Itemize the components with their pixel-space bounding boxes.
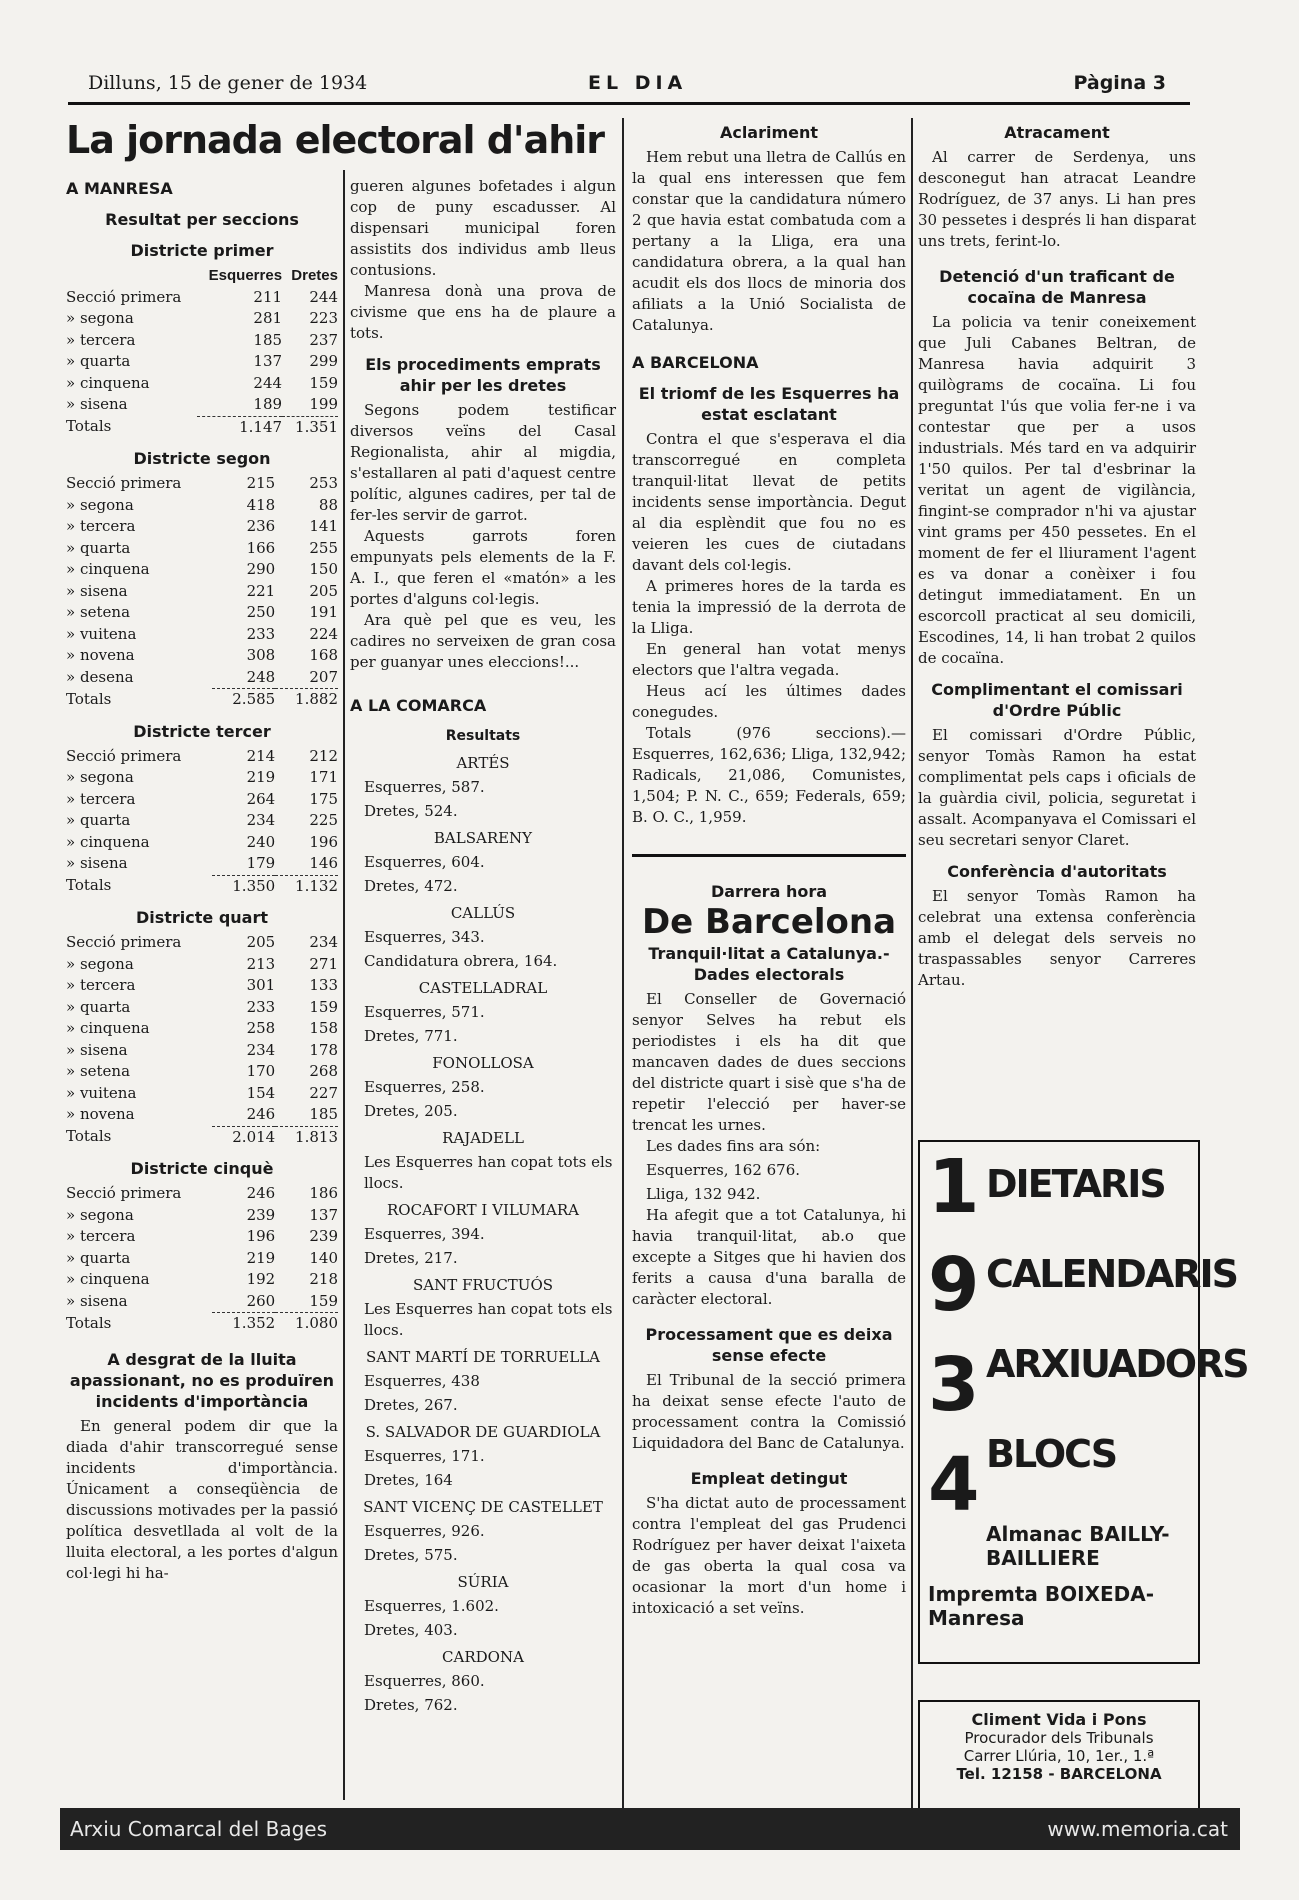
continued-text-2: Manresa donà una prova de civisme que ens ha de plaure a tots. xyxy=(350,282,616,342)
compliment-text: El comissari d'Ordre Públic, senyor Tomàs Ramon ha estat complimentat pels caps i oficials de la guàrdia civil, policia, seguretat i assalt. Acompanyava el Comissari el seu secretari senyor Claret. xyxy=(918,726,1196,849)
section-label: » setena xyxy=(66,603,131,621)
column-two xyxy=(350,176,616,1716)
proces-text: El Tribunal de la secció primera ha deixat sense efecte l'auto de processament contra la Comissió Liquidadora del Banc de Catalunya. xyxy=(632,1371,906,1452)
town-results xyxy=(350,753,616,1716)
section-row xyxy=(66,351,338,373)
section-label: » sisena xyxy=(66,395,128,414)
section-label: » quarta xyxy=(66,352,131,370)
ad-imprenta: Impremta BOIXEDA-Manresa xyxy=(928,1582,1155,1630)
section-row xyxy=(66,975,338,997)
esquerres-value: 244 xyxy=(253,373,283,392)
section-row xyxy=(66,1183,338,1205)
town-result-line: Dretes, 472. xyxy=(364,877,458,895)
section-row xyxy=(66,394,338,416)
town-result-line: Dretes, 524. xyxy=(364,802,458,820)
section-label: » novena xyxy=(66,1105,135,1124)
town-result-line: Esquerres, 1.602. xyxy=(364,1597,499,1615)
section-row xyxy=(66,624,338,646)
conferencia-text: El senyor Tomàs Ramon ha celebrat una extensa conferència amb el delegat dels serveis no traspassables senyor Carreres Artau. xyxy=(918,887,1196,989)
section-row xyxy=(66,1205,338,1227)
triomf-text: Contra el que s'esperava el dia transcorregué en completa tranquil·litat llevat de petits incidents sense importància. Degut al dia esplèndit que fou no es veieren les cues de ciutadans davant dels col·legis. xyxy=(632,430,906,574)
district-title: Districte segon xyxy=(133,449,271,468)
section-label: » setena xyxy=(66,1062,131,1080)
conferencia-title: Conferència d'autoritats xyxy=(947,862,1167,881)
section-row xyxy=(66,932,338,954)
advert-1934 xyxy=(918,1140,1248,1664)
town-name: SANT MARTÍ DE TORRUELLA xyxy=(366,1348,600,1366)
section-row xyxy=(66,1269,338,1291)
section-label: » vuitena xyxy=(66,624,137,643)
ad-item: ARXIUADORS xyxy=(986,1342,1248,1386)
archive-url[interactable]: www.memoria.cat xyxy=(1047,1817,1228,1841)
proc-text: Segons podem testificar diversos veïns del Casal Regionalista, ahir al migdia, s'estallaren al pati d'aquest centre polític, algunes cadires, per tal de fer-les servir de garrot. xyxy=(350,401,616,524)
section-label: » tercera xyxy=(66,517,136,535)
section-row xyxy=(66,810,338,832)
dretes-value: 205 xyxy=(309,581,338,600)
section-row xyxy=(66,373,338,395)
dretes-value: 150 xyxy=(309,560,338,578)
barcelona-title: A BARCELONA xyxy=(632,353,759,372)
total-label: Totals xyxy=(66,689,112,708)
section-row xyxy=(66,473,338,495)
headline: La jornada electoral d'ahir xyxy=(66,118,605,162)
dretes-value: 268 xyxy=(309,1062,338,1080)
continued-text: gueren algunes bofetades i algun cop de puny escadusser. Al dispensari municipal foren assistits dos individus amb lleus contusions. xyxy=(350,177,616,279)
desgrat-title: A desgrat de la lluita apassionant, no es produïren incidents d'importància xyxy=(69,1349,335,1411)
esquerres-value: 248 xyxy=(246,667,276,686)
section-label: » tercera xyxy=(66,976,136,994)
ad-digit: 9 xyxy=(928,1242,980,1328)
district-title: Districte cinquè xyxy=(130,1159,274,1178)
section-row xyxy=(66,602,338,624)
section-label: » cinquena xyxy=(66,1270,150,1288)
dretes-value: 239 xyxy=(309,1227,338,1245)
ad-item: DIETARIS xyxy=(986,1162,1165,1206)
issue-date: Dilluns, 15 de gener de 1934 xyxy=(88,72,368,94)
esquerres-total: 1.350 xyxy=(212,875,275,897)
dretes-total: 1.132 xyxy=(275,875,338,897)
col-header-dretes: Dretes xyxy=(291,267,338,284)
town-result-line: Dretes, 205. xyxy=(364,1102,458,1120)
comarca-title: A LA COMARCA xyxy=(350,696,487,715)
section-row xyxy=(66,581,338,603)
town-result-line: Esquerres, 926. xyxy=(364,1522,485,1540)
town-result-line: Dretes, 164 xyxy=(364,1471,453,1489)
dretes-value: 88 xyxy=(318,495,338,514)
ad-item: BLOCS xyxy=(986,1432,1117,1476)
tranq-text: El Conseller de Governació senyor Selves ha rebut els periodistes i els ha dit que mancaven dades de dues seccions del districte quart i sisè que s'ha de repetir l'elecció per haver-se trencat les urnes. xyxy=(632,990,906,1134)
section-row xyxy=(66,1226,338,1248)
esquerres-value: 260 xyxy=(246,1291,276,1310)
section-label: » cinquena xyxy=(66,1019,150,1037)
tranq-line: Lliga, 132 942. xyxy=(646,1185,761,1203)
section-row xyxy=(66,495,338,517)
proc-title: Els procediments emprats ahir per les dretes xyxy=(365,355,601,395)
section-row xyxy=(66,997,338,1019)
dretes-value: 168 xyxy=(309,646,338,664)
ad2-name: Climent Vida i Pons xyxy=(971,1710,1147,1729)
darrera-hora: Darrera hora xyxy=(710,882,828,901)
section-row xyxy=(66,832,338,854)
district-title: Districte quart xyxy=(135,908,269,927)
esquerres-value: 246 xyxy=(246,1105,276,1123)
ad2-tel: Tel. 12158 - BARCELONA xyxy=(956,1765,1162,1783)
esquerres-value: 213 xyxy=(246,954,276,973)
tranq-line: Esquerres, 162 676. xyxy=(646,1161,801,1179)
ad-digit: 1 xyxy=(928,1144,980,1230)
esquerres-value: 301 xyxy=(246,976,276,994)
esquerres-value: 196 xyxy=(246,1227,276,1245)
section-label: » tercera xyxy=(66,1227,136,1245)
town-name: SANT FRUCTUÓS xyxy=(412,1276,554,1294)
town-name: CASTELLADRAL xyxy=(418,979,548,997)
aclariment-text: Hem rebut una lletra de Callús en la qual ens interessen que fem constar que la candidatura número 2 que havia estat combatuda com a pertany a la Lliga, era una candidatura obrera, a la qual han acudit els dos llocs de minoria dos afiliats a la Unió Socialista de Catalunya. xyxy=(632,148,906,334)
dretes-total: 1.882 xyxy=(275,689,338,711)
esquerres-value: 290 xyxy=(246,560,276,578)
total-row xyxy=(66,416,338,438)
dretes-value: 271 xyxy=(309,954,338,973)
dretes-value: 244 xyxy=(309,287,338,306)
esquerres-value: 281 xyxy=(253,309,283,327)
total-row xyxy=(66,1313,338,1335)
esquerres-value: 192 xyxy=(246,1270,276,1288)
section-row xyxy=(66,1061,338,1083)
esquerres-total: 1.352 xyxy=(212,1313,275,1335)
town-result-line: Dretes, 771. xyxy=(364,1027,458,1045)
section-label: » vuitena xyxy=(66,1083,137,1102)
section-row xyxy=(66,1291,338,1313)
section-label: » segona xyxy=(66,495,134,514)
archive-footer xyxy=(60,1808,1240,1850)
section-label: » novena xyxy=(66,646,135,664)
proc-text: Aquests garrots foren empunyats pels elements de la F. A. I., que feren el «matón» a les portes d'alguns col·legis. xyxy=(350,527,616,608)
section-label: » quarta xyxy=(66,811,131,829)
dretes-value: 159 xyxy=(309,997,338,1016)
section-row xyxy=(66,1104,338,1126)
town-result-line: Dretes, 575. xyxy=(364,1546,458,1564)
section-label: » quarta xyxy=(66,997,131,1016)
town-name: CARDONA xyxy=(442,1648,524,1666)
triomf-text: En general han votat menys electors que l'altra vegada. xyxy=(632,640,906,679)
dretes-value: 234 xyxy=(309,933,338,951)
district-table xyxy=(66,473,338,711)
dretes-value: 159 xyxy=(309,1291,338,1310)
dretes-value: 253 xyxy=(309,474,338,492)
town-name: ARTÉS xyxy=(456,754,510,772)
dretes-value: 141 xyxy=(309,517,338,535)
section-label: » quarta xyxy=(66,538,131,557)
town-result-line: Dretes, 762. xyxy=(364,1696,458,1714)
esquerres-value: 166 xyxy=(246,538,276,557)
dretes-value: 159 xyxy=(309,373,338,392)
section-label: » tercera xyxy=(66,789,136,808)
town-result-line: Candidatura obrera, 164. xyxy=(364,952,558,970)
section-row xyxy=(66,789,338,811)
section-label: » sisena xyxy=(66,1040,128,1059)
dretes-value: 186 xyxy=(309,1184,338,1202)
town-result-line: Dretes, 267. xyxy=(364,1396,458,1414)
ad2-address: Carrer Llúria, 10, 1er., 1.ª xyxy=(963,1747,1155,1765)
column-manresa xyxy=(66,178,338,1584)
town-result-line: Dretes, 217. xyxy=(364,1249,458,1267)
triomf-text: Totals (976 seccions).—Esquerres, 162,636; Lliga, 132,942; Radicals, 21,086, Comunistes, 1,504; P. N. C., 659; Federals, 659; B. O. C., 1,959. xyxy=(632,724,906,826)
section-label: Secció primera xyxy=(66,933,182,951)
esquerres-value: 258 xyxy=(246,1019,276,1037)
dretes-value: 223 xyxy=(309,309,338,327)
section-row xyxy=(66,1040,338,1062)
dretes-total: 1.351 xyxy=(282,416,338,438)
dretes-value: 196 xyxy=(309,832,338,851)
town-result-line: Esquerres, 604. xyxy=(364,853,485,871)
section-row xyxy=(66,853,338,875)
district-tables xyxy=(66,240,338,1335)
empleat-text: S'ha dictat auto de processament contra l'empleat del gas Prudenci Rodríguez per haver deixat l'aixeta de gas oberta la qual cosa va ocasionar la mort d'un home i intoxicació a set veïns. xyxy=(632,1494,906,1617)
total-label: Totals xyxy=(66,876,112,895)
dretes-value: 137 xyxy=(309,1205,338,1224)
esquerres-value: 246 xyxy=(246,1184,276,1202)
detencio-text: La policia va tenir coneixement que Juli Cabanes Beltran, de Manresa havia adquirit 3 quilògrams de cocaïna. Li fou preguntat l'ús que volia fer-ne i va contestar que per a usos industrials. Més tard en va adquirir 1'50 quilos. Per tal d'esbrinar la veritat un agent de vigilància, fingint-se comprador n'hi va ajustar vint grams per 450 pessetes. En el moment de fer el lliurament l'agent es va donar a conèixer i fou detingut immediatament. En un escorcoll practicat al seu domicili, Escodines, 14, li han trobat 2 quilos de cocaïna. xyxy=(918,313,1196,667)
town-result-line: Les Esquerres han copat tots els llocs. xyxy=(364,1153,613,1192)
section-row xyxy=(66,767,338,789)
section-row xyxy=(66,954,338,976)
town-name: S. SALVADOR DE GUARDIOLA xyxy=(365,1423,601,1441)
page-header xyxy=(88,72,1166,100)
section-row xyxy=(66,287,338,309)
section-row xyxy=(66,516,338,538)
masthead: EL DIA xyxy=(588,72,688,94)
town-name: ROCAFORT I VILUMARA xyxy=(387,1201,579,1219)
col-header-esquerres: Esquerres xyxy=(208,267,283,284)
esquerres-value: 214 xyxy=(246,746,276,765)
compliment-title: Complimentant el comissari d'Ordre Públic xyxy=(931,680,1183,720)
desgrat-text: En general podem dir que la diada d'ahir transcorregué sense incidents d'importància. Únicament a conseqüència de discussions motivades per la passió política desvetllada al volt de la lluita electoral, a les portes d'algun col·legi hi ha- xyxy=(66,1416,338,1582)
total-row xyxy=(66,689,338,711)
section-label: » cinquena xyxy=(66,373,150,392)
proces-title: Processament que es deixa sense efecte xyxy=(645,1325,893,1365)
atracament-title: Atracament xyxy=(1004,123,1110,142)
tranq-text: Les dades fins ara són: xyxy=(646,1137,821,1155)
dretes-value: 199 xyxy=(309,395,338,413)
dretes-value: 140 xyxy=(309,1248,338,1267)
triomf-text: A primeres hores de la tarda es tenia la impressió de la derrota de la Lliga. xyxy=(632,577,906,637)
district-table xyxy=(66,265,338,438)
column-four xyxy=(918,118,1196,991)
column-divider xyxy=(911,118,913,1808)
dretes-value: 146 xyxy=(309,854,338,872)
tranq-text: Ha afegit que a tot Catalunya, hi havia tranquil·litat, ab.o que excepte a Sitges que hi havien dos ferits a causa d'una baralla de caràcter electoral. xyxy=(632,1206,906,1308)
section-row xyxy=(66,330,338,352)
town-result-line: Les Esquerres han copat tots els llocs. xyxy=(364,1300,613,1339)
section-place: A MANRESA xyxy=(66,179,173,198)
town-name: FONOLLOSA xyxy=(432,1054,534,1072)
section-label: Secció primera xyxy=(66,1184,182,1202)
section-row xyxy=(66,645,338,667)
town-result-line: Esquerres, 571. xyxy=(364,1003,485,1021)
district-table xyxy=(66,1183,338,1335)
de-barcelona-title: De Barcelona xyxy=(641,902,897,942)
esquerres-value: 154 xyxy=(246,1083,276,1102)
dretes-value: 225 xyxy=(309,811,338,829)
proc-text: Ara què pel que es veu, les cadires no serveixen de gran cosa per guanyar unes eleccions!... xyxy=(350,611,616,671)
section-label: » segona xyxy=(66,1205,134,1224)
esquerres-value: 205 xyxy=(246,933,276,951)
town-result-line: Esquerres, 587. xyxy=(364,778,485,796)
total-label: Totals xyxy=(66,1127,112,1146)
town-result-line: Esquerres, 438 xyxy=(364,1372,480,1390)
town-result-line: Esquerres, 171. xyxy=(364,1447,485,1465)
esquerres-value: 179 xyxy=(246,854,276,872)
dretes-total: 1.080 xyxy=(275,1313,338,1335)
tranq-title: Tranquil·litat a Catalunya.- Dades electorals xyxy=(648,944,890,984)
esquerres-value: 308 xyxy=(246,646,276,664)
section-row xyxy=(66,308,338,330)
dretes-value: 237 xyxy=(309,330,338,349)
town-result-line: Esquerres, 860. xyxy=(364,1672,485,1690)
esquerres-value: 221 xyxy=(246,581,276,600)
section-label: » segona xyxy=(66,954,134,973)
section-row xyxy=(66,1083,338,1105)
esquerres-value: 236 xyxy=(246,517,276,535)
esquerres-value: 233 xyxy=(246,624,276,643)
dretes-value: 185 xyxy=(309,1105,338,1123)
comarca-subtitle: Resultats xyxy=(445,728,521,744)
triomf-title: El triomf de les Esquerres ha estat esclatant xyxy=(638,384,900,424)
town-name: CALLÚS xyxy=(450,904,516,922)
esquerres-value: 185 xyxy=(253,330,283,349)
section-label: Secció primera xyxy=(66,474,182,492)
town-result-line: Dretes, 403. xyxy=(364,1621,458,1639)
section-label: » cinquena xyxy=(66,832,150,851)
section-label: Secció primera xyxy=(66,287,182,306)
dretes-value: 207 xyxy=(309,667,338,686)
esquerres-value: 233 xyxy=(246,997,276,1016)
town-result-line: Esquerres, 394. xyxy=(364,1225,485,1243)
dretes-value: 178 xyxy=(309,1040,338,1059)
section-subtitle: Resultat per seccions xyxy=(105,210,299,229)
town-name: SANT VICENÇ DE CASTELLET xyxy=(363,1498,603,1516)
dretes-value: 175 xyxy=(309,789,338,808)
district-table xyxy=(66,932,338,1148)
dretes-value: 227 xyxy=(309,1083,338,1102)
district-title: Districte primer xyxy=(130,241,274,260)
esquerres-value: 211 xyxy=(253,287,283,306)
advert-procurador xyxy=(918,1700,1200,1814)
esquerres-total: 2.585 xyxy=(212,689,275,711)
ad-almanac: Almanac BAILLY-BAILLIERE xyxy=(986,1522,1170,1570)
section-label: » cinquena xyxy=(66,560,150,578)
ad2-role: Procurador dels Tribunals xyxy=(964,1729,1154,1747)
esquerres-value: 239 xyxy=(246,1205,276,1224)
dretes-value: 212 xyxy=(309,746,338,765)
dretes-value: 191 xyxy=(309,603,338,621)
section-label: » segona xyxy=(66,309,134,327)
dretes-total: 1.813 xyxy=(275,1126,338,1148)
section-label: » tercera xyxy=(66,330,136,349)
total-row xyxy=(66,875,338,897)
esquerres-value: 234 xyxy=(246,1040,276,1059)
esquerres-value: 250 xyxy=(246,603,276,621)
esquerres-total: 2.014 xyxy=(212,1126,275,1148)
page-number: Pàgina 3 xyxy=(1073,72,1166,94)
esquerres-value: 219 xyxy=(246,1248,276,1267)
section-label: » segona xyxy=(66,768,134,786)
section-rule xyxy=(632,854,906,857)
district-table xyxy=(66,746,338,898)
dretes-value: 255 xyxy=(309,538,338,557)
town-name: SÚRIA xyxy=(457,1573,509,1591)
column-divider xyxy=(622,118,624,1808)
dretes-value: 133 xyxy=(309,976,338,994)
section-row xyxy=(66,1018,338,1040)
section-row xyxy=(66,559,338,581)
esquerres-value: 137 xyxy=(253,352,283,370)
section-label: Secció primera xyxy=(66,746,182,765)
triomf-text: Heus ací les últimes dades conegudes. xyxy=(632,682,906,721)
section-row xyxy=(66,538,338,560)
section-label: » sisena xyxy=(66,854,128,873)
ad-digit: 4 xyxy=(928,1442,980,1528)
dretes-value: 299 xyxy=(309,352,338,370)
ad-digit: 3 xyxy=(928,1342,980,1428)
dretes-value: 171 xyxy=(309,768,338,786)
esquerres-value: 418 xyxy=(246,495,276,514)
section-label: » desena xyxy=(66,667,134,686)
ad-item: CALENDARIS xyxy=(986,1252,1237,1296)
detencio-title: Detenció d'un traficant de cocaïna de Manresa xyxy=(939,267,1175,307)
esquerres-value: 219 xyxy=(246,768,276,786)
empleat-title: Empleat detingut xyxy=(690,1469,848,1488)
column-three xyxy=(632,118,906,1619)
esquerres-value: 264 xyxy=(246,789,276,808)
section-row xyxy=(66,746,338,768)
esquerres-value: 170 xyxy=(246,1062,276,1080)
dretes-value: 224 xyxy=(309,624,338,643)
esquerres-value: 234 xyxy=(246,811,276,829)
town-result-line: Esquerres, 343. xyxy=(364,928,485,946)
total-row xyxy=(66,1126,338,1148)
esquerres-value: 189 xyxy=(253,395,283,413)
district-title: Districte tercer xyxy=(133,721,271,741)
section-label: » sisena xyxy=(66,1291,128,1310)
section-row xyxy=(66,667,338,689)
town-result-line: Esquerres, 258. xyxy=(364,1078,485,1096)
total-label: Totals xyxy=(66,417,112,436)
esquerres-value: 240 xyxy=(246,832,276,851)
dretes-value: 218 xyxy=(309,1270,338,1288)
section-label: » quarta xyxy=(66,1248,131,1267)
town-name: BALSARENY xyxy=(433,829,533,847)
header-rule xyxy=(68,102,1190,105)
total-label: Totals xyxy=(66,1313,112,1332)
section-label: » sisena xyxy=(66,581,128,600)
aclariment-title: Aclariment xyxy=(719,123,819,142)
atracament-text: Al carrer de Serdenya, uns desconegut han atracat Leandre Rodríguez, de 37 anys. Li han pres 30 pessetes i després li han disparat uns trets, ferint-lo. xyxy=(918,148,1197,250)
column-divider xyxy=(343,170,345,1800)
archive-name: Arxiu Comarcal del Bages xyxy=(70,1817,327,1841)
dretes-value: 158 xyxy=(309,1019,338,1037)
esquerres-value: 215 xyxy=(246,474,276,492)
town-name: RAJADELL xyxy=(442,1129,524,1147)
section-row xyxy=(66,1248,338,1270)
esquerres-total: 1.147 xyxy=(197,416,283,438)
